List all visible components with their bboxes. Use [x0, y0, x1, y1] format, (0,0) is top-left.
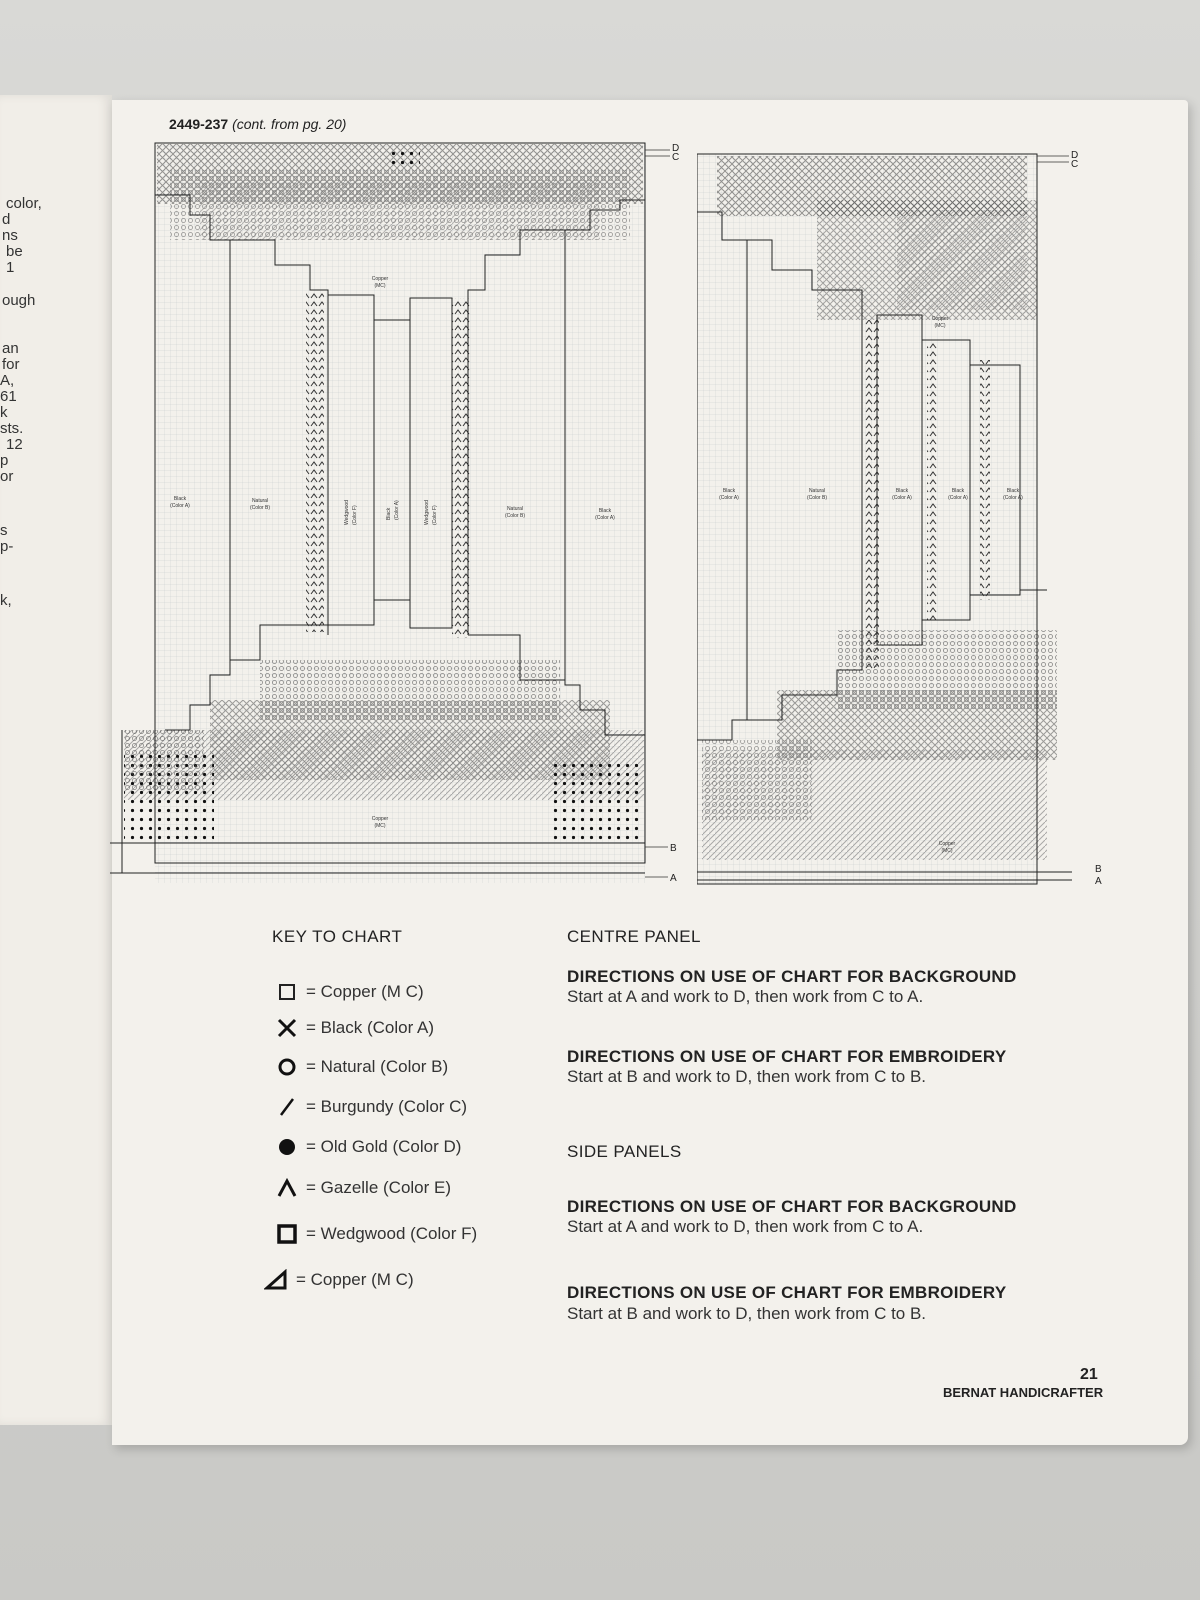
side-background-text: Start at A and work to D, then work from C to A. — [567, 1217, 924, 1236]
label-copper-bottom-sub: (MC) — [374, 823, 386, 829]
label-natural-left: Natural — [251, 498, 269, 504]
caret-icon — [272, 1175, 302, 1201]
label-black-1-sub: (Color A) — [719, 495, 739, 501]
label-copper-bottom-sub: (MC) — [941, 848, 953, 854]
label-copper-top: Copper — [931, 316, 949, 322]
marker-b: B — [1095, 864, 1102, 875]
label-black-mid-sub: (Color A) — [394, 500, 400, 520]
key-label: = Wedgwood (Color F) — [306, 1224, 478, 1243]
marker-a: A — [670, 873, 677, 884]
key-label: = Natural (Color B) — [306, 1057, 449, 1076]
label-wedgwood-right: Wedgwood — [424, 500, 430, 525]
key-item — [272, 1175, 451, 1201]
wedgwood-band-right — [452, 298, 470, 638]
key-item — [262, 1267, 414, 1293]
left-fragment: p- — [0, 538, 14, 555]
side-embroidery-heading: DIRECTIONS ON USE OF CHART FOR EMBROIDERY — [567, 1283, 1007, 1302]
key-title: KEY TO CHART — [272, 927, 403, 946]
marker-b: B — [670, 843, 677, 854]
label-wedgwood-right-sub: (Color F) — [432, 505, 438, 525]
label-wedgwood-left: Wedgwood — [344, 500, 350, 525]
left-fragment: an — [2, 340, 19, 357]
left-fragment: k, — [0, 592, 12, 609]
key-label: = Black (Color A) — [306, 1018, 435, 1037]
label-black-left-sub: (Color A) — [170, 503, 190, 509]
key-item — [272, 1221, 477, 1247]
triangle-icon — [262, 1267, 292, 1293]
label-copper-bottom: Copper — [938, 841, 956, 847]
filled-dot-icon — [272, 1134, 302, 1160]
side-embroidery-text: Start at B and work to D, then work from C to B. — [567, 1304, 927, 1323]
centre-panel-title: CENTRE PANEL — [567, 927, 701, 946]
small-square-icon — [272, 979, 302, 1005]
left-fragment: color, — [6, 195, 42, 212]
label-natural-right-sub: (Color B) — [504, 513, 526, 519]
label-wedgwood-left-sub: (Color F) — [352, 505, 358, 525]
centre-embroidery-text: Start at B and work to D, then work from C to B. — [567, 1067, 927, 1086]
left-fragment: for — [2, 356, 20, 373]
marker-c: C — [1071, 159, 1079, 170]
wedgwood-band-left — [306, 292, 324, 632]
wedgwood-band-c — [980, 360, 990, 600]
key-label: = Copper (M C) — [296, 1270, 414, 1289]
key-label: = Old Gold (Color D) — [306, 1137, 462, 1156]
side-panels-title: SIDE PANELS — [567, 1142, 682, 1161]
label-black-2-sub: (Color A) — [892, 495, 912, 501]
label-black-mid: Black — [386, 507, 392, 520]
publication-name: BERNAT HANDICRAFTER — [943, 1385, 1104, 1400]
left-fragment: or — [0, 468, 14, 485]
label-black-4-sub: (Color A) — [1003, 495, 1023, 501]
marker-d: D — [672, 143, 680, 154]
left-fragment: sts. — [0, 420, 24, 437]
label-black-left: Black — [173, 496, 187, 502]
label-copper-top-sub: (MC) — [934, 323, 946, 329]
left-fragment: ough — [2, 292, 36, 309]
label-copper-top: Copper — [371, 276, 389, 282]
label-natural-sub: (Color B) — [806, 495, 828, 501]
key-item — [272, 1094, 467, 1120]
pattern-header — [169, 116, 346, 132]
left-fragment: A, — [0, 372, 15, 389]
key-item — [272, 979, 424, 1005]
centre-panel-chart — [110, 140, 690, 900]
left-fragment: 12 — [6, 436, 23, 453]
marker-d: D — [1071, 150, 1079, 161]
key-label: = Gazelle (Color E) — [306, 1178, 452, 1197]
label-black-1: Black — [722, 488, 736, 494]
wedgwood-band-b — [927, 340, 937, 620]
key-item — [272, 1134, 461, 1160]
left-fragment: be — [6, 243, 23, 260]
page-number: 21 — [1080, 1366, 1098, 1383]
left-fragment: s — [0, 522, 8, 539]
marker-c: C — [672, 152, 680, 163]
label-copper-bottom: Copper — [371, 816, 389, 822]
centre-background-heading: DIRECTIONS ON USE OF CHART FOR BACKGROUND — [567, 967, 1017, 986]
left-fragment: 1 — [6, 259, 15, 276]
centre-embroidery-heading: DIRECTIONS ON USE OF CHART FOR EMBROIDERY — [567, 1047, 1007, 1066]
key-label: = Burgundy (Color C) — [306, 1097, 468, 1116]
label-black-4: Black — [1006, 488, 1020, 494]
label-natural-right: Natural — [506, 506, 524, 512]
side-background-heading: DIRECTIONS ON USE OF CHART FOR BACKGROUND — [567, 1197, 1017, 1216]
key-label: = Copper (M C) — [306, 982, 424, 1001]
left-fragment: d — [2, 211, 11, 228]
left-fragment: 61 — [0, 388, 17, 405]
label-black-2: Black — [895, 488, 909, 494]
slash-icon — [272, 1094, 302, 1120]
continued-note: (cont. from pg. 20) — [232, 116, 347, 132]
circle-icon — [272, 1054, 302, 1080]
left-fragment: p — [0, 452, 9, 469]
key-item — [272, 1015, 434, 1041]
top-embroidery-band — [157, 144, 643, 240]
left-page-edge — [0, 95, 112, 1425]
centre-background-text: Start at A and work to D, then work from C to A. — [567, 987, 924, 1006]
left-fragment: k — [0, 404, 8, 421]
side-panel-chart — [697, 150, 1117, 902]
bold-square-icon — [272, 1221, 302, 1247]
left-fragment: ns — [2, 227, 18, 244]
label-black-right-sub: (Color A) — [595, 515, 615, 521]
marker-a: A — [1095, 876, 1102, 887]
label-natural: Natural — [808, 488, 826, 494]
key-item — [272, 1054, 448, 1080]
label-copper-top-sub: (MC) — [374, 283, 386, 289]
pattern-code: 2449-237 — [169, 116, 229, 132]
label-natural-left-sub: (Color B) — [249, 505, 271, 511]
label-black-right: Black — [598, 508, 612, 514]
x-cross-icon — [272, 1015, 302, 1041]
label-black-3-sub: (Color A) — [948, 495, 968, 501]
label-black-3: Black — [951, 488, 965, 494]
